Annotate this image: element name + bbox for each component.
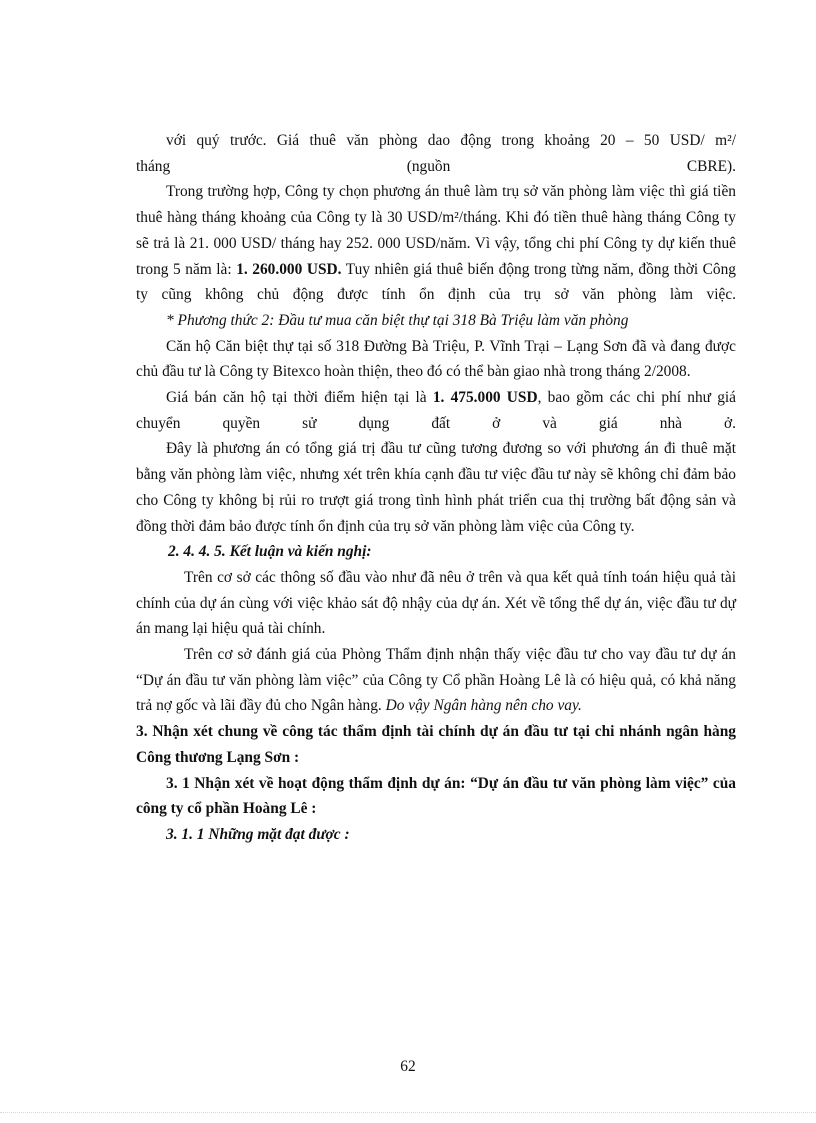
paragraph-recommendation-text: Trên cơ sở đánh giá của Phòng Thẩm định nhận thấy việc đầu tư cho vay đầu tư dự án “Dự án đầu tư văn phòng làm việc” của Công ty Cổ phần Hoàng Lê là có hiệu quả, có khả năng trả nợ gốc và lãi đầy đủ cho Ngân hàng.: [136, 646, 736, 715]
bottom-dotted-rule: [0, 1112, 816, 1113]
paragraph-rent-option: [136, 179, 736, 308]
paragraph-conclusion: Trên cơ sở các thông số đầu vào như đã nêu ở trên và qua kết quả tính toán hiệu quả tài chính của dự án cùng với việc khảo sát độ nhậy của dự án. Xét về tổng thể dự án, việc đầu tư dự án mang lại hiệu quả tài chính.: [136, 568, 736, 638]
page-number: 62: [400, 1058, 416, 1075]
paragraph-rent-range-line1: với quý trước. Giá thuê văn phòng dao động trong khoảng 20 – 50 USD/ m²/: [166, 132, 736, 149]
paragraph-rent-range-line2: tháng (nguồn CBRE).: [136, 157, 736, 175]
paragraph-villa-price: [136, 385, 736, 436]
document-body: [136, 128, 736, 848]
section-heading-31: 3. 1 Nhận xét về hoạt động thẩm định dự án: “Dự án đầu tư văn phòng làm việc” của công ty cổ phần Hoàng Lê :: [136, 774, 736, 818]
paragraph-villa-price-text-end: , bao gồm các chi phí như giá chuyển quyền sử dụng đất ở và giá nhà ở.: [136, 389, 737, 432]
section-heading-3: 3. Nhận xét chung về công tác thẩm định tài chính dự án đầu tư tại chi nhánh ngân hàng Công thương Lạng Sơn :: [136, 723, 736, 766]
paragraph-villa-description: Căn hộ Căn biệt thự tại số 318 Đường Bà Triệu, P. Vĩnh Trại – Lạng Sơn đã và đang được chủ đầu tư là Công ty Bitexco hoàn thiện, theo đó có thể bàn giao nhà trong tháng 2/2008.: [136, 337, 736, 381]
paragraph-option-comparison: Đây là phương án có tổng giá trị đầu tư cũng tương đương so với phương án đi thuê mặt bằng văn phòng làm việc, nhưng xét trên khía cạnh đầu tư việc đầu tư này sẽ không chỉ đảm bảo cho Công ty không bị rủi ro trượt giá trong tình hình phát triển cua thị trường bất động sản và đồng thời đảm bảo được tính ổn định của trụ sở văn phòng làm việc của Công ty.: [136, 440, 736, 535]
section-heading-311: 3. 1. 1 Những mặt đạt được :: [166, 825, 350, 843]
total-rent-cost: 1. 260.000 USD.: [236, 260, 342, 278]
villa-price-value: 1. 475.000 USD: [432, 389, 538, 407]
paragraph-villa-price-text: Giá bán căn hộ tại thời điểm hiện tại là: [166, 389, 433, 407]
paragraph-rent-option-text-end: Tuy nhiên giá thuê biến động trong từng năm, đồng thời Công ty cũng không chủ động được tính ổn định của trụ sở văn phòng làm việc.: [136, 260, 736, 304]
paragraph-rent-option-text: Trong trường hợp, Công ty chọn phương án thuê làm trụ sở văn phòng làm việc thì giá tiền thuê hàng tháng khoảng của Công ty là 30 USD/m²/tháng. Khi đó tiền thuê hàng tháng Công ty sẽ trả là 21. 000 USD/ tháng hay 252. 000 USD/năm. Vì vậy, tổng chi phí Công ty dự kiến thuê trong 5 năm là:: [136, 183, 736, 278]
method-2-heading: * Phương thức 2: Đầu tư mua căn biệt thự tại 318 Bà Triệu làm văn phòng: [166, 311, 629, 329]
paragraph-recommendation: [136, 642, 736, 719]
section-heading-2445: 2. 4. 4. 5. Kết luận và kiến nghị:: [168, 543, 372, 561]
lending-recommendation: Do vậy Ngân hàng nên cho vay.: [385, 697, 582, 715]
